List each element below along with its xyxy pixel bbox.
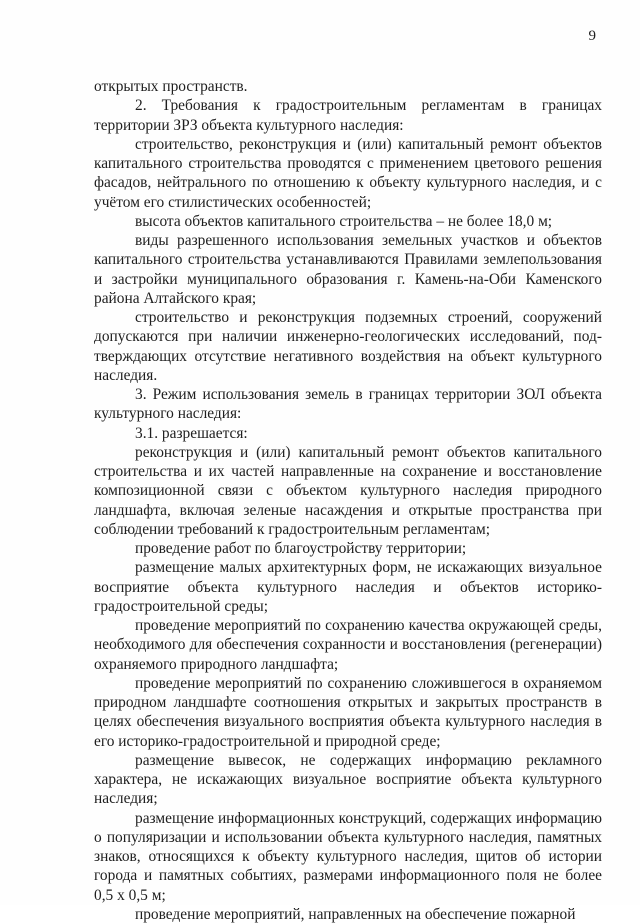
paragraph-1: открытых пространств. xyxy=(94,78,248,95)
paragraph-15: размещение информационных конструкций, содержащих информацию о популяризации и использовании объекта культурного наследия, памятных знаков, относящихся к объекту культурного наследия, щитов об истории города и памятных событиях, размерами информационного поля не более 0,5 х 0,5 м; xyxy=(94,809,602,904)
paragraph-14: размещение вывесок, не содержащих информацию рекламного характера, не искажающих визуальное восприятие объекта культурного наследия; xyxy=(94,751,602,808)
paragraph-9: реконструкция и (или) капитальный ремонт объектов капитального строительства и их частей направленные на сохранение и восстановление композиционной связи с объектом культурного наследия природного ландшафта, включая зеленые насаждения и открытые пространства при соблюдении требований к градостроительным регламентам; xyxy=(94,443,602,538)
page-number: 9 xyxy=(588,28,596,44)
paragraph-12: проведение мероприятий по сохранению качества окружающей среды, необходимого для обеспечения сохранности и восстановления (регенерации) охраняемого природного ландшафта; xyxy=(94,617,602,673)
paragraph-11: размещение малых архитектурных форм, не искажающих визуальное восприятие объекта культурного наследия и объектов историко-градостроительной среды; xyxy=(94,559,602,615)
paragraph-6: строительство и реконструкция подземных строений, сооружений допускаются при наличии инженерно-геологических исследований, подтверждающих отсутствие негативного воздействия на объект культурного наследия. xyxy=(94,309,602,384)
paragraph-3: строительство, реконструкция и (или) капитальный ремонт объектов капитального строительства проводятся с применением цветового решения фасадов, нейтрального по отношению к объекту культурного наследия, и с учётом его стилистических особенностей; xyxy=(94,135,602,211)
paragraph-16: проведение мероприятий, направленных на обеспечение пожарной xyxy=(135,905,576,923)
paragraph-4: высота объектов капитального строительства – не более 18,0 м; xyxy=(135,212,553,230)
paragraph-13: проведение мероприятий по сохранению сложившегося в охраняемом природном ландшафте соотношения открытых и закрытых пространств в целях обеспечения визуального восприятия объекта культурного наследия в его историко-градостроительной и природной среде; xyxy=(94,674,602,750)
paragraph-2: 2. Требования к градостроительным регламентам в границах территории ЗРЗ объекта культурного наследия: xyxy=(94,97,602,134)
paragraph-5: виды разрешенного использования земельных участков и объектов капитального строительства устанавливаются Правилами землепользования и застройки муниципального образования г. Камень-на-Оби Каменского района Алтайского края; xyxy=(94,232,602,307)
paragraph-8: 3.1. разрешается: xyxy=(135,424,248,442)
paragraph-10: проведение работ по благоустройству территории; xyxy=(135,540,467,557)
document-body xyxy=(94,77,602,924)
paragraph-7: 3. Режим использования земель в границах территории ЗОЛ объекта культурного наследия: xyxy=(94,386,602,423)
